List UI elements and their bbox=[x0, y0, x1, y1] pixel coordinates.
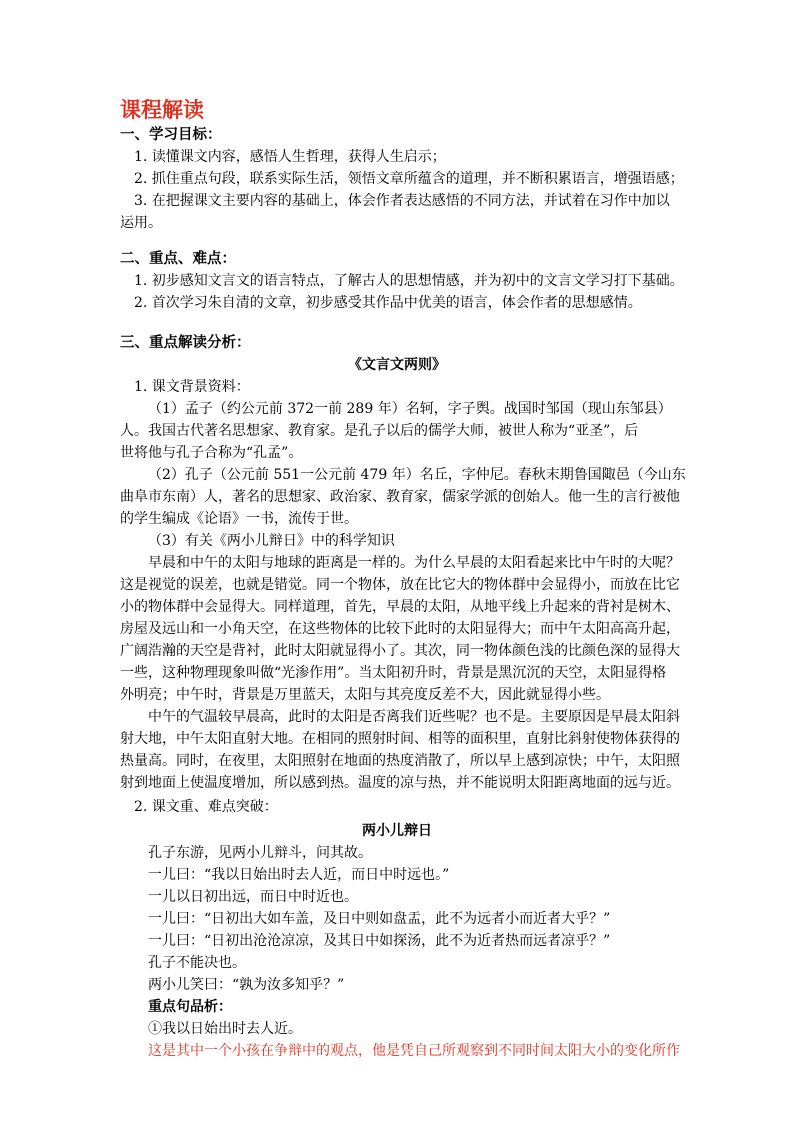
confucius-line-2: 曲阜市东南）人，著名的思想家、政治家、教育家，儒家学派的创始人。他一生的言行被他 bbox=[120, 489, 680, 505]
analysis-commentary: 这是其中一个小孩在争辩中的观点，他是凭自己所观察到不同时间太阳大小的变化所作 bbox=[148, 1043, 680, 1059]
science-label: （3）有关《两小儿辩日》中的科学知识 bbox=[148, 533, 395, 549]
science-para-1-line-2: 这是视觉的误差，也就是错觉。同一个物体，放在比它大的物体群中会显得小，而放在比它 bbox=[120, 577, 680, 593]
science-para-1-line-3: 小的物体群中会显得大。同样道理，首先，早晨的太阳，从地平线上升起来的背衬是树木、 bbox=[120, 599, 680, 615]
goal-item-2: 2. 抓住重点句段，联系实际生活，领悟文章所蕴含的道理，并不断积累语言，增强语感； bbox=[134, 171, 684, 187]
section-heading-keypoints: 二、重点、难点： bbox=[120, 250, 236, 267]
goal-item-1: 1. 读懂课文内容，感悟人生哲理，获得人生启示； bbox=[134, 149, 446, 165]
mencius-line-1: （1）孟子（约公元前 372一前 289 年）名轲，字子舆。战国时邹国（现山东邹县） bbox=[148, 401, 672, 417]
analysis-label: 重点句品析： bbox=[148, 999, 232, 1015]
page-title: 课程解读 bbox=[120, 97, 204, 122]
story-line-7: 两小儿笑曰：“孰为汝多知乎？” bbox=[148, 977, 345, 993]
keypoint-item-2: 2. 首次学习朱自清的文章，初步感受其作品中优美的语言，体会作者的思想感情。 bbox=[134, 295, 642, 311]
story-line-1: 孔子东游，见两小儿辩斗，问其故。 bbox=[148, 845, 372, 861]
science-para-2-line-1: 中午的气温较早晨高，此时的太阳是否离我们近些呢？也不是。主要原因是早晨太阳斜 bbox=[148, 709, 680, 725]
story-line-6: 孔子不能决也。 bbox=[148, 955, 246, 971]
goal-item-3: 3. 在把握课文主要内容的基础上，体会作者表达感悟的不同方法，并试着在习作中加以 bbox=[134, 193, 670, 209]
mencius-line-2: 人。我国古代著名思想家、教育家。是孔子以后的儒学大师，被世人称为“亚圣”，后 bbox=[120, 423, 639, 439]
science-para-2-line-4: 射到地面上使温度增加，所以感到热。温度的凉与热，并不能说明太阳距离地面的远与近。 bbox=[120, 775, 680, 791]
analysis-item-1: ①我以日始出时去人近。 bbox=[148, 1021, 302, 1037]
science-para-1-line-1: 早晨和中午的太阳与地球的距离是一样的。为什么早晨的太阳看起来比中午时的大呢？ bbox=[148, 555, 680, 571]
keypoint-item-1: 1. 初步感知文言文的语言特点，了解古人的思想情感，并为初中的文言文学习打下基础。 bbox=[134, 273, 684, 289]
science-para-1-line-4: 房屋及远山和一小角天空，在这些物体的比较下此时的太阳显得大；而中午太阳高高升起， bbox=[120, 621, 680, 637]
lesson-subtitle: 《文言文两则》 bbox=[348, 357, 446, 373]
science-para-1-line-7: 外明亮；中午时，背景是万里蓝天，太阳与其亮度反差不大，因此就显得小些。 bbox=[120, 687, 610, 703]
section-heading-goals: 一、学习目标： bbox=[120, 126, 222, 143]
science-para-2-line-3: 热量高。同时，在夜里，太阳照射在地面的热度消散了，所以早上感到凉快；中午，太阳照 bbox=[120, 753, 680, 769]
goal-item-3-cont: 运用。 bbox=[120, 215, 162, 231]
science-para-1-line-6: 一些，这种物理现象叫做“光渗作用”。当太阳初升时，背景是黑沉沉的天空，太阳显得格 bbox=[120, 665, 667, 681]
story-title: 两小儿辩日 bbox=[362, 823, 432, 839]
story-line-4: 一儿曰：“日初出大如车盖，及日中则如盘盂，此不为远者小而近者大乎？” bbox=[148, 911, 611, 927]
mencius-line-3: 世将他与孔子合称为“孔孟”。 bbox=[120, 445, 303, 461]
story-line-5: 一儿曰：“日初出沧沧凉凉，及其日中如探汤，此不为近者热而远者凉乎？” bbox=[148, 933, 611, 949]
science-para-1-line-5: 广阔浩瀚的天空是背衬，此时太阳就显得小了。其次，同一物体颜色浅的比颜色深的显得大 bbox=[120, 643, 680, 659]
confucius-line-1: （2）孔子（公元前 551一公元前 479 年）名丘，字仲尼。春秋末期鲁国陬邑（今山东 bbox=[148, 467, 686, 483]
story-line-2: 一儿曰：“我以日始出时去人近，而日中时远也。” bbox=[148, 867, 450, 883]
science-para-2-line-2: 射大地，中午太阳直射大地。在相同的照射时间、相等的面积里，直射比斜射使物体获得的 bbox=[120, 731, 680, 747]
confucius-line-3: 的学生编成《论语》一书，流传于世。 bbox=[120, 511, 358, 527]
background-label: 1. 课文背景资料： bbox=[134, 379, 250, 395]
focus-label: 2. 课文重、难点突破： bbox=[134, 799, 278, 815]
story-line-3: 一儿以日初出远，而日中时近也。 bbox=[148, 889, 358, 905]
section-heading-analysis: 三、重点解读分析： bbox=[120, 334, 251, 351]
